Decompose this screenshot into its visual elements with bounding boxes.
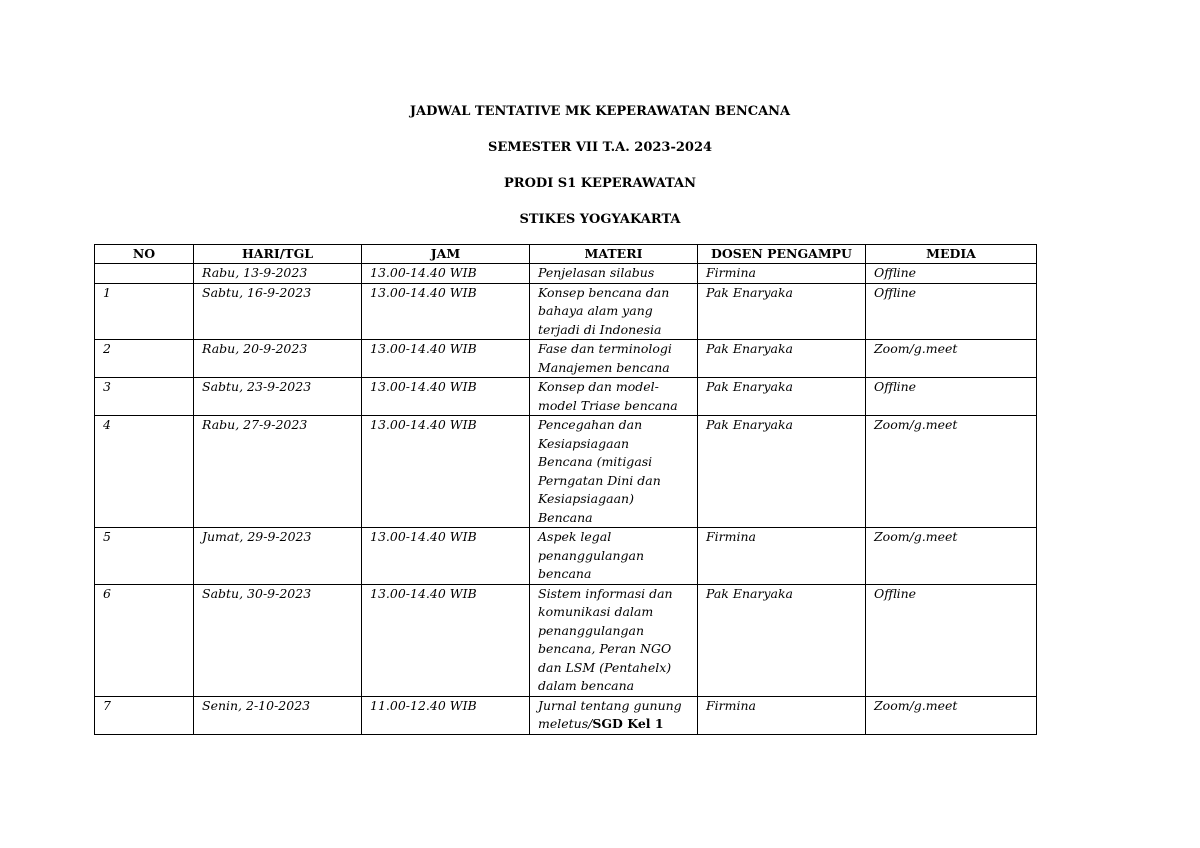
materi-line: Penjelasan silabus [538, 265, 655, 280]
materi-line: Konsep dan model- [538, 379, 659, 394]
materi-line: Jurnal tentang gunung [538, 697, 682, 713]
cell-lecturer: Pak Enaryaka [698, 283, 866, 340]
cell-day: Jumat, 29-9-2023 [194, 528, 362, 585]
cell-media: Offline [866, 264, 1037, 284]
materi-line: bencana [538, 566, 592, 581]
table-body [95, 264, 1037, 735]
cell-day: Rabu, 20-9-2023 [194, 340, 362, 378]
table-row [95, 378, 1037, 416]
materi-line: Bencana [538, 509, 593, 525]
materi-line: Sistem informasi dan [538, 585, 673, 601]
cell-time: 13.00-14.40 WIB [362, 528, 530, 585]
cell-media: Zoom/g.meet [866, 528, 1037, 585]
cell-media: Zoom/g.meet [866, 340, 1037, 378]
materi-line: Aspek legal [538, 529, 612, 544]
materi-line: komunikasi dalam [538, 604, 654, 619]
cell-time: 13.00-14.40 WIB [362, 378, 530, 416]
cell-no: 7 [95, 696, 194, 734]
table-row [95, 696, 1037, 734]
cell-lecturer: Pak Enaryaka [698, 340, 866, 378]
table-row [95, 283, 1037, 340]
materi-line: Kesiapsiagaan) [538, 491, 634, 506]
cell-media: Offline [866, 584, 1037, 696]
cell-lecturer: Pak Enaryaka [698, 416, 866, 528]
table-row [95, 528, 1037, 585]
cell-lecturer: Firmina [698, 528, 866, 585]
cell-materi [530, 264, 698, 284]
cell-materi [530, 340, 698, 378]
header-day: HARI/TGL [194, 245, 362, 264]
cell-media: Zoom/g.meet [866, 696, 1037, 734]
materi-line: dalam bencana [538, 678, 635, 693]
cell-no: 5 [95, 528, 194, 585]
table-row [95, 264, 1037, 284]
cell-day: Rabu, 13-9-2023 [194, 264, 362, 284]
cell-time: 13.00-14.40 WIB [362, 416, 530, 528]
cell-no: 3 [95, 378, 194, 416]
cell-lecturer: Pak Enaryaka [698, 584, 866, 696]
materi-line: meletus/ [538, 716, 593, 731]
materi-line: Manajemen bencana [538, 359, 670, 375]
cell-time: 11.00-12.40 WIB [362, 696, 530, 734]
cell-day: Senin, 2-10-2023 [194, 696, 362, 734]
materi-line: model Triase bencana [538, 397, 678, 413]
cell-no [95, 264, 194, 284]
cell-no: 6 [95, 584, 194, 696]
cell-materi [530, 378, 698, 416]
header-media: MEDIA [866, 245, 1037, 264]
cell-no: 2 [95, 340, 194, 378]
materi-line: penanggulangan [538, 622, 645, 638]
institution-heading: STIKES YOGYAKARTA [519, 212, 681, 227]
cell-materi [530, 584, 698, 696]
materi-line: Fase dan terminologi [538, 341, 672, 356]
cell-materi [530, 416, 698, 528]
cell-materi [530, 696, 698, 734]
cell-lecturer: Pak Enaryaka [698, 378, 866, 416]
table-row [95, 340, 1037, 378]
header-no: NO [95, 245, 194, 264]
materi-line: Perngatan Dini dan [538, 472, 661, 488]
cell-media: Offline [866, 378, 1037, 416]
cell-time: 13.00-14.40 WIB [362, 340, 530, 378]
schedule-table [94, 244, 1037, 735]
materi-line: bencana, Peran NGO [538, 641, 672, 656]
cell-lecturer: Firmina [698, 264, 866, 284]
cell-time: 13.00-14.40 WIB [362, 283, 530, 340]
materi-line: Kesiapsiagaan [538, 435, 630, 451]
header-materi: MATERI [530, 245, 698, 264]
table-row [95, 416, 1037, 528]
cell-materi [530, 283, 698, 340]
cell-time: 13.00-14.40 WIB [362, 264, 530, 284]
header-time: JAM [362, 245, 530, 264]
materi-group-label: SGD Kel 1 [592, 716, 664, 731]
cell-media: Zoom/g.meet [866, 416, 1037, 528]
materi-line: Pencegahan dan [538, 417, 643, 432]
cell-day: Sabtu, 16-9-2023 [194, 283, 362, 340]
cell-day: Sabtu, 30-9-2023 [194, 584, 362, 696]
table-row [95, 584, 1037, 696]
cell-lecturer: Firmina [698, 696, 866, 734]
program-heading: PRODI S1 KEPERAWATAN [504, 176, 696, 191]
materi-line: bahaya alam yang [538, 303, 653, 318]
cell-day: Rabu, 27-9-2023 [194, 416, 362, 528]
cell-materi [530, 528, 698, 585]
semester-heading: SEMESTER VII T.A. 2023-2024 [487, 140, 713, 155]
document-title: JADWAL TENTATIVE MK KEPERAWATAN BENCANA [409, 104, 791, 119]
header-lecturer: DOSEN PENGAMPU [698, 245, 866, 264]
materi-line: Konsep bencana dan [538, 284, 670, 300]
materi-line: dan LSM (Pentahelx) [538, 659, 672, 675]
cell-no: 1 [95, 283, 194, 340]
table-header-row [95, 245, 1037, 264]
cell-no: 4 [95, 416, 194, 528]
materi-line: penanggulangan [538, 547, 645, 563]
materi-line: Bencana (mitigasi [538, 454, 653, 469]
materi-line: terjadi di Indonesia [538, 321, 662, 337]
cell-day: Sabtu, 23-9-2023 [194, 378, 362, 416]
cell-media: Offline [866, 283, 1037, 340]
cell-time: 13.00-14.40 WIB [362, 584, 530, 696]
